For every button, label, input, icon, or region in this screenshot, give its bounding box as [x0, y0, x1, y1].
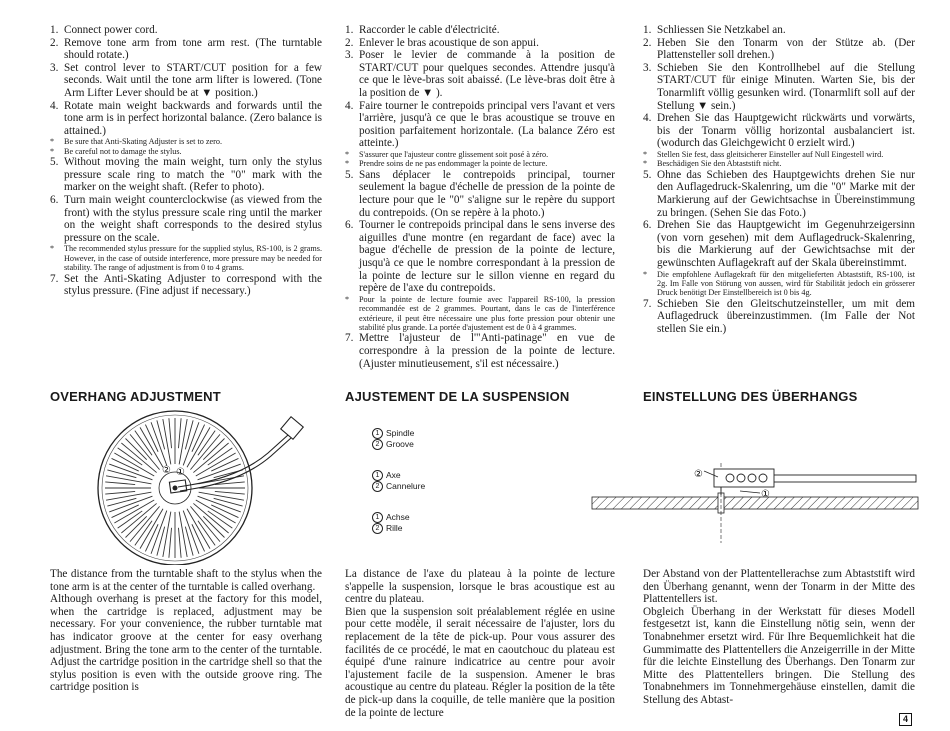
note-item: * Beschädigen Sie den Abtaststift nicht. — [643, 159, 915, 168]
turntable-top-view-illustration — [90, 405, 330, 565]
step-item: 4. Rotate main weight backwards and forwards until the tone arm is in perfect horizontal balance. (Zero balance is attained.) — [50, 99, 322, 137]
german-notes-b — [643, 270, 915, 298]
english-instructions — [50, 24, 322, 298]
note-item: * Be sure that Anti-Skating Adjuster is set to zero. — [50, 137, 322, 146]
step-item: 2. Remove tone arm from tone arm rest. (The turntable should rotate.) — [50, 36, 322, 62]
english-steps-5-6 — [50, 156, 322, 244]
section-marker-1: ① — [761, 489, 770, 500]
english-notes-a — [50, 137, 322, 156]
circled-2-icon: 2 — [372, 523, 383, 534]
step-item: 5. Ohne das Schieben des Hauptgewichts drehen Sie nur den Auflagedruck-Skalenring, um die "0" Marke mit der Markierung auf der Gewichtsachse in Übereinstimmung zu bringen. (Sehen Sie das Foto.) — [643, 168, 915, 219]
french-notes-b — [345, 295, 615, 333]
step-item: 1. Connect power cord. — [50, 24, 158, 36]
section-marker-2: ② — [694, 469, 703, 480]
step-item: 6. Turn main weight counterclockwise (as viewed from the front) with the stylus pressure scale ring until the marker on the weight shaft corresponds to the desired stylus pressure on the scale. — [50, 193, 322, 244]
step-item: 2. Heben Sie den Tonarm von der Stütze ab. (Der Plattensteller soll drehen.) — [643, 36, 915, 62]
circled-1-icon: 1 — [372, 512, 383, 523]
english-notes-b — [50, 244, 322, 272]
note-item: * Prendre soins de ne pas endommager la pointe de lecture. — [345, 159, 615, 168]
french-instructions — [345, 24, 615, 370]
note-item: * The recommended stylus pressure for the supplied stylus, RS-100, is 2 grams. However, in the case of outside interference, more pressure may be needed for stability. The range of adjustment is from 0 to 4 grams. — [50, 244, 322, 272]
circled-1-icon: 1 — [372, 470, 383, 481]
note-item: * Die empfohlene Auflagekraft für den mitgelieferten Abtaststift, RS-100, ist 2g. Im Falle von Störung von aussen, wird für Stabilität jedoch ein grösserer Druck benötigt Der Einstellbereich ist 0 bis 4g. — [643, 270, 915, 298]
step-item: 7. Set the Anti-Skating Adjuster to correspond with the stylus pressure. (Fine adjust if necessary.) — [50, 272, 322, 298]
legend-german: 1 Achse 2 Rille — [372, 512, 410, 534]
page-number-badge: 4 — [899, 713, 912, 726]
german-instructions — [643, 24, 915, 336]
circled-2-icon: 2 — [372, 481, 383, 492]
step-item: 1. Schliessen Sie Netzkabel an. — [643, 24, 786, 36]
overhang-text-de: Der Abstand von der Plattentellerachse zum Abtaststift wird den Überhang genannt, wenn der Tonarm in der Mitte des Plattentellers ist. Obgleich Überhang in der Werkstatt für dieses Modell festgesetzt ist, kann die Einstellung nötig sein, wenn der Tonabnehmer ersetzt wird. Für Ihre Bequemlichkeit hat die Gummimatte des Plattentellers die Anzeigerrille in der Mitte für die leichte Einstellung des Überhangs. Den Tonarm zur Mitte des Plattentellers bringen. Die Stellung des Tonabnehmers im Tonnehmergehäuse einstellen, damit die Stellung des Abtast- — [643, 568, 915, 706]
legend-french: 1 Axe 2 Cannelure — [372, 470, 425, 492]
french-steps-1-4 — [345, 24, 615, 150]
step-item: 4. Faire tourner le contrepoids principal vers l'avant et vers l'arrière, jusqu'à ce que le bras acoustique se trouve en position parfaitement horizontale. (La balance Zéro est atteinte.) — [345, 99, 615, 150]
step-item: 2. Enlever le bras acoustique de son appui. — [345, 36, 539, 49]
french-steps-7 — [345, 332, 615, 370]
step-item: 6. Drehen Sie das Hauptgewicht im Gegenuhrzeigersinn (von vorn gesehen) mit dem Auflagedruck-Skalenring, bis die Markierung auf der Gewichtsachse mit der gewünschten Auflagekraft auf der Skala übereinstimmt. — [643, 219, 915, 269]
marker-2: ② — [162, 465, 171, 476]
french-notes-a — [345, 150, 615, 169]
step-item: 7. Mettre l'ajusteur de l'"Anti-patinage" en vue de correspondre à la pression de la pointe de lecture. (Ajuster minutieusement, s'il est nécessaire.) — [345, 332, 615, 370]
circled-2-icon: 2 — [372, 439, 383, 450]
german-steps-5-6 — [643, 169, 915, 270]
step-item: 3. Set control lever to START/CUT position for a few seconds. Wait until the tone arm lifter is lowered. (Tone Arm Lifter Lever should be at ▼ position.) — [50, 61, 322, 99]
english-steps-1-4 — [50, 24, 322, 137]
step-item: 4. Drehen Sie das Hauptgewicht rückwärts und vorwärts, bis der Tonarm völlig horizontal ausbalanciert ist. (wodurch das Gleichgewicht 0 erzielt wird.) — [643, 112, 915, 150]
marker-1: ① — [176, 467, 185, 478]
legend-english: 1 Spindle 2 Groove — [372, 428, 414, 450]
step-item: 5. Sans déplacer le contrepoids principal, tourner seulement la bague d'échelle de pression de la pointe de lecture pour que le "0" s'aligne sur le repère du support du contrepoids. (On se repère à la photo.) — [345, 168, 615, 219]
german-steps-1-4 — [643, 24, 915, 150]
step-item: 3. Schieben Sie den Kontrollhebel auf die Stellung START/CUT für einige Minuten. Warten Sie, bis der Tonarmlift völlig gesunken wird. (Tonarmlift soll auf der Stellung ▼ sein.) — [643, 61, 915, 112]
note-item: * S'assurer que l'ajusteur contre glissement soit posé à zéro. — [345, 150, 615, 159]
step-item: 6. Tourner le contrepoids principal dans le sens inverse des aiguilles d'une montre (en regardant de face) avec la bague d'échelle de pression de la pointe de lecture, jusqu'à ce que le nombre correspondant à la pression de la pointe de lecture sur le sillon vienne en regard du repère de l'axe du contrepoids. — [345, 219, 615, 295]
heading-overhang-en: OVERHANG ADJUSTMENT — [50, 389, 221, 404]
cartridge-cross-section-illustration — [590, 455, 920, 545]
step-item: 1. Raccorder le cable d'électricité. — [345, 24, 500, 36]
step-item: 5. Without moving the main weight, turn only the stylus pressure scale ring to match the "0" mark with the marker on the weight shaft. (Refer to photo). — [50, 156, 322, 194]
german-steps-7 — [643, 298, 915, 336]
note-item: * Stellen Sie fest, dass gleitsicherer Einsteller auf Null Eingestell wird. — [643, 150, 915, 159]
note-item: * Pour la pointe de lecture fournie avec l'appareil RS-100, la pression recommandée est de 2 grammes. Pourtant, dans le cas de l'interférence extérieure, il peut être nécessaire une plus forte pression pour obtenir une stabilité plus grande. La portée d'ajustement est de 0 à 4 grammes. — [345, 295, 615, 333]
overhang-text-fr: La distance de l'axe du plateau à la pointe de lecture s'appelle la suspension, lorsque le bras acoustique est au centre du plateau. Bien que la suspension soit préalablement réglée en usine pour cette modèle, il serait nécessaire de l'ajuster, lors du replacement de la tête de pick-up. Pour vous assurer des facilités de ce procédé, le mat en caoutchouc du plateau est équipé d'une rainure indicatrice au centre pour avoir l'ajustement facile de la suspension. Amener le bras acoustique au centre du plateau. Régler la position de la tête de pick-up dans la coquille, de telle manière que la position de la pointe de lecture — [345, 568, 615, 719]
heading-overhang-de: EINSTELLUNG DES ÜBERHANGS — [643, 389, 858, 404]
step-item: 3. Poser le levier de commande à la position de START/CUT pour quelques secondes. Attendre jusqu'à ce que le lève-bras soit abaissé. (Le lève-bras doit être à la position de ▼ ). — [345, 49, 615, 99]
german-notes-a — [643, 150, 915, 169]
english-steps-7 — [50, 273, 322, 298]
turntable-platter — [98, 411, 252, 565]
step-item: 7. Schieben Sie den Gleitschutzeinsteller, um mit dem Auflagedruck übereinzustimmen. (Im Falle der Not stellen Sie ein.) — [643, 297, 915, 335]
french-steps-5-6 — [345, 169, 615, 295]
overhang-text-en: The distance from the turntable shaft to the stylus when the tone arm is at the center of the turntable is called overhang. Although overhang is preset at the factory for this model, when the cartridge is replaced, adjustment may be necessary. For your convenience, the rubber turntable mat has indicator groove at the center for easy overhang adjustment. Bring the tone arm to the center of the turntable. Adjust the cartridge position in the cartridge shell so that the stylus position is even with the outside groove ring. The cartridge position is — [50, 568, 322, 694]
circled-1-icon: 1 — [372, 428, 383, 439]
note-item: * Be careful not to damage the stylus. — [50, 147, 322, 156]
heading-overhang-fr: AJUSTEMENT DE LA SUSPENSION — [345, 389, 570, 404]
